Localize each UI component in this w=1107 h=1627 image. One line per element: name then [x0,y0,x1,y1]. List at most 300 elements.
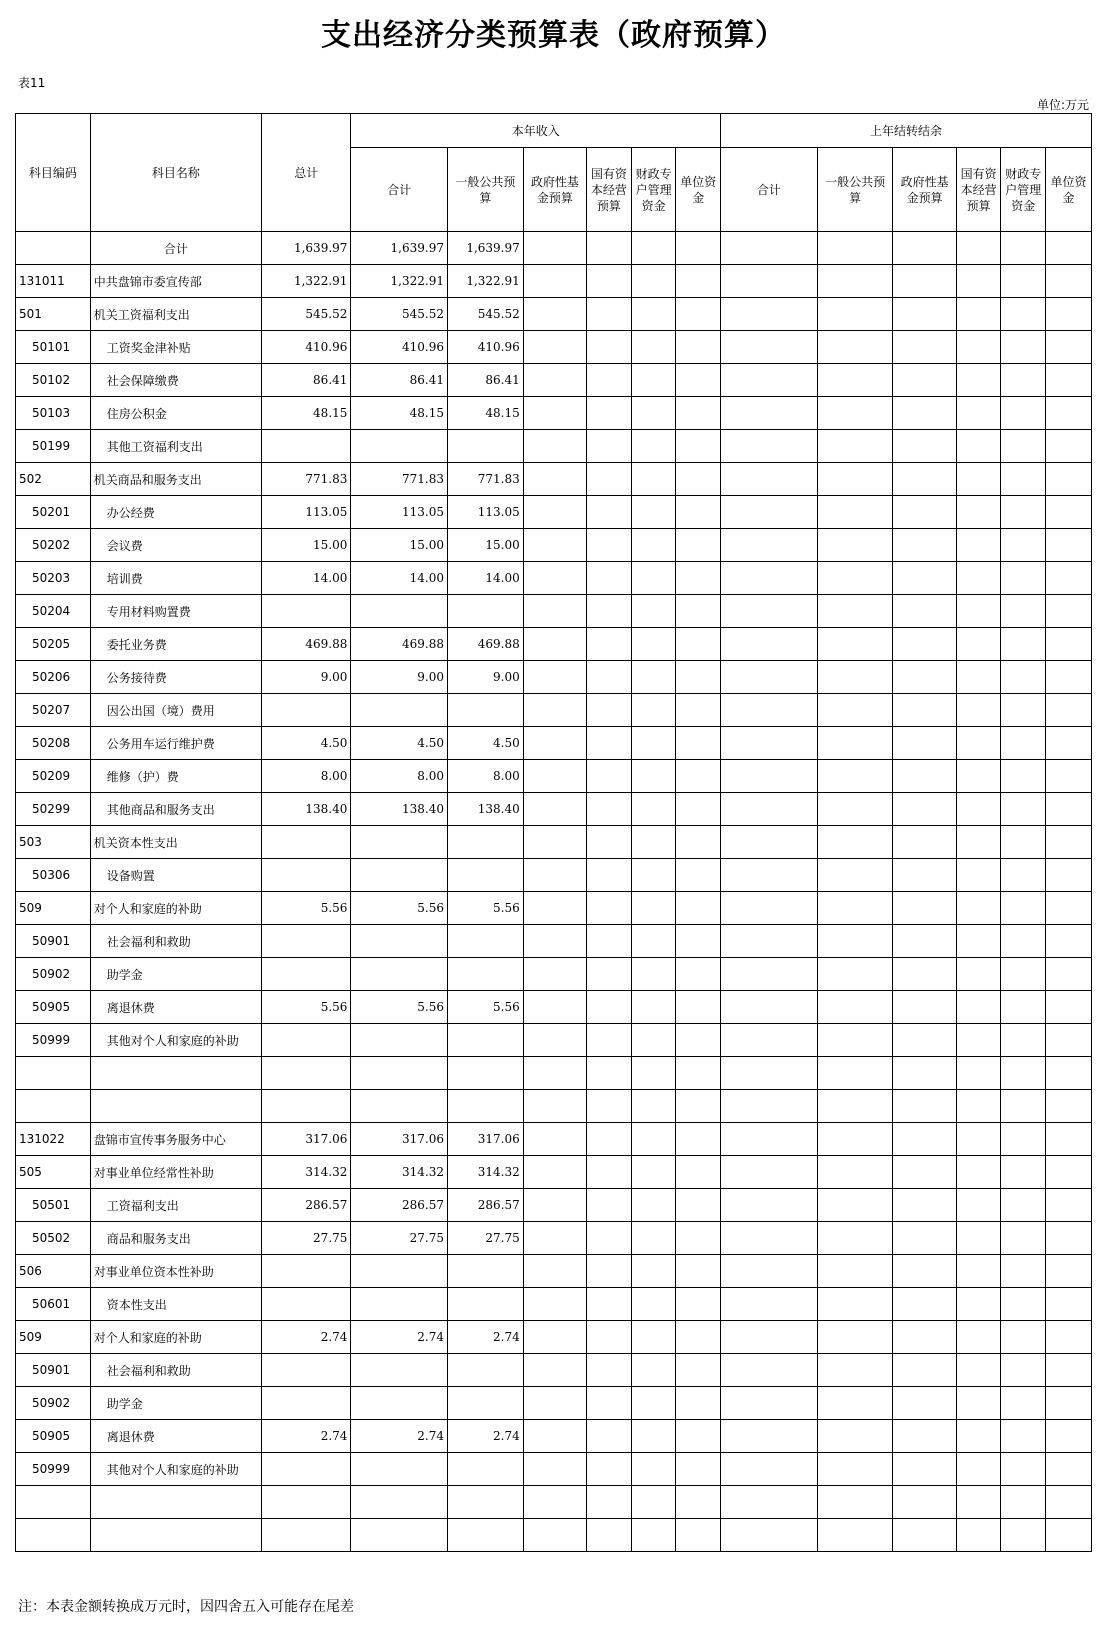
cell-empty [893,1486,956,1519]
cell-empty [587,1354,632,1387]
cell-name: 对事业单位经常性补助 [90,1156,261,1189]
cell-name [90,1090,261,1123]
cell-name: 其他工资福利支出 [90,430,261,463]
cell-empty [676,1354,721,1387]
cell-code: 50205 [16,628,91,661]
cell-code: 50209 [16,760,91,793]
cell-cy-total [351,430,448,463]
cell-empty [1046,562,1092,595]
cell-empty [1046,1321,1092,1354]
cell-empty [956,1453,1001,1486]
cell-code: 50299 [16,793,91,826]
cell-empty [1001,463,1046,496]
cell-empty [631,991,676,1024]
cell-empty [721,496,818,529]
cell-cy-general [447,595,523,628]
cell-cy-general [447,925,523,958]
cell-total: 1,639.97 [262,232,351,265]
cell-empty [523,1090,586,1123]
cell-empty [523,364,586,397]
cell-name: 社会福利和救助 [90,925,261,958]
cell-empty [587,1420,632,1453]
cell-total [262,826,351,859]
cell-empty [1046,1486,1092,1519]
cell-empty [523,892,586,925]
cell-empty [523,628,586,661]
cell-empty [893,1156,956,1189]
cell-empty [956,1156,1001,1189]
cell-empty [721,1222,818,1255]
cell-empty [631,232,676,265]
cell-empty [893,529,956,562]
cell-empty [1046,463,1092,496]
cell-empty [1001,1189,1046,1222]
cell-cy-general [447,1255,523,1288]
cell-empty [523,991,586,1024]
cell-empty [587,661,632,694]
cell-empty [676,232,721,265]
cell-empty [631,1156,676,1189]
cell-empty [523,1189,586,1222]
cell-empty [631,1387,676,1420]
cell-empty [893,826,956,859]
cell-empty [721,529,818,562]
cell-empty [676,1255,721,1288]
table-row [16,1090,1092,1123]
cell-empty [893,595,956,628]
header-cy-unit-funds: 单位资金 [676,148,721,232]
cell-empty [587,364,632,397]
cell-empty [817,1156,893,1189]
cell-empty [523,925,586,958]
cell-empty [523,1387,586,1420]
cell-empty [817,1288,893,1321]
cell-empty [1001,1420,1046,1453]
cell-empty [1001,1123,1046,1156]
cell-empty [587,628,632,661]
cell-cy-total: 314.32 [351,1156,448,1189]
cell-empty [631,331,676,364]
cell-cy-general: 410.96 [447,331,523,364]
cell-empty [817,892,893,925]
cell-empty [817,1420,893,1453]
cell-empty [1001,1057,1046,1090]
cell-total: 15.00 [262,529,351,562]
cell-empty [893,694,956,727]
header-py-unit-funds: 单位资金 [1046,148,1092,232]
cell-empty [631,529,676,562]
cell-empty [893,562,956,595]
cell-cy-general: 545.52 [447,298,523,331]
cell-empty [523,958,586,991]
cell-empty [956,793,1001,826]
header-current-year: 本年收入 [351,114,721,148]
cell-cy-total: 2.74 [351,1420,448,1453]
cell-empty [721,430,818,463]
cell-empty [587,595,632,628]
table-row [16,1420,1092,1453]
cell-name: 对事业单位资本性补助 [90,1255,261,1288]
cell-total [262,1090,351,1123]
cell-cy-general: 5.56 [447,991,523,1024]
table-row [16,793,1092,826]
cell-empty [1001,892,1046,925]
cell-total: 2.74 [262,1420,351,1453]
cell-cy-general: 14.00 [447,562,523,595]
cell-empty [956,529,1001,562]
table-row [16,1387,1092,1420]
cell-cy-general [447,430,523,463]
cell-cy-total [351,694,448,727]
cell-empty [587,562,632,595]
cell-total [262,1453,351,1486]
cell-empty [1001,661,1046,694]
cell-empty [631,430,676,463]
cell-empty [523,430,586,463]
cell-name: 机关工资福利支出 [90,298,261,331]
cell-name: 对个人和家庭的补助 [90,892,261,925]
table-row [16,463,1092,496]
footnote: 注：本表金额转换成万元时，因四舍五入可能存在尾差 [18,1599,354,1615]
cell-name: 资本性支出 [90,1288,261,1321]
cell-empty [893,397,956,430]
cell-empty [631,892,676,925]
cell-empty [523,1519,586,1552]
cell-empty [587,1453,632,1486]
cell-cy-total: 48.15 [351,397,448,430]
cell-empty [523,1222,586,1255]
cell-empty [676,1486,721,1519]
cell-empty [817,496,893,529]
cell-empty [1001,727,1046,760]
cell-empty [1001,1024,1046,1057]
cell-empty [631,1090,676,1123]
cell-cy-total: 4.50 [351,727,448,760]
cell-name: 其他对个人和家庭的补助 [90,1453,261,1486]
cell-empty [893,1354,956,1387]
cell-empty [721,991,818,1024]
cell-empty [1001,1519,1046,1552]
cell-empty [956,265,1001,298]
cell-empty [956,826,1001,859]
cell-empty [956,1288,1001,1321]
cell-empty [721,1255,818,1288]
cell-cy-total: 1,639.97 [351,232,448,265]
cell-empty [817,1486,893,1519]
cell-empty [631,1354,676,1387]
cell-code: 131022 [16,1123,91,1156]
cell-empty [893,628,956,661]
cell-total: 113.05 [262,496,351,529]
cell-code: 50902 [16,1387,91,1420]
header-row-top [16,114,1092,148]
cell-empty [721,364,818,397]
cell-cy-general: 9.00 [447,661,523,694]
cell-empty [523,397,586,430]
cell-name: 专用材料购置费 [90,595,261,628]
cell-empty [721,1024,818,1057]
cell-empty [587,958,632,991]
table-row [16,1189,1092,1222]
cell-empty [587,1321,632,1354]
cell-empty [587,727,632,760]
cell-empty [1046,1255,1092,1288]
cell-empty [893,1090,956,1123]
table-row [16,1255,1092,1288]
cell-empty [676,628,721,661]
cell-code: 503 [16,826,91,859]
cell-cy-general: 8.00 [447,760,523,793]
cell-empty [893,1321,956,1354]
cell-name: 合计 [90,232,261,265]
cell-cy-total: 286.57 [351,1189,448,1222]
cell-empty [676,1090,721,1123]
cell-cy-general [447,1024,523,1057]
cell-empty [631,1321,676,1354]
cell-total [262,1519,351,1552]
cell-empty [676,694,721,727]
cell-empty [1046,991,1092,1024]
cell-cy-general [447,1354,523,1387]
cell-cy-general [447,958,523,991]
cell-empty [817,760,893,793]
cell-total: 771.83 [262,463,351,496]
cell-empty [956,562,1001,595]
cell-empty [1046,364,1092,397]
cell-code: 50901 [16,925,91,958]
cell-name: 其他商品和服务支出 [90,793,261,826]
cell-empty [631,397,676,430]
cell-empty [631,1288,676,1321]
cell-empty [1001,232,1046,265]
cell-name [90,1057,261,1090]
cell-code: 50207 [16,694,91,727]
cell-total [262,859,351,892]
cell-empty [1001,826,1046,859]
cell-empty [1046,859,1092,892]
cell-empty [631,1519,676,1552]
cell-code: 50902 [16,958,91,991]
cell-cy-total [351,1024,448,1057]
cell-empty [893,463,956,496]
cell-cy-total: 113.05 [351,496,448,529]
cell-empty [817,1090,893,1123]
cell-empty [817,562,893,595]
cell-empty [893,1288,956,1321]
cell-empty [956,463,1001,496]
cell-cy-general: 1,322.91 [447,265,523,298]
cell-cy-total [351,1090,448,1123]
cell-empty [1046,958,1092,991]
cell-empty [523,760,586,793]
cell-empty [631,694,676,727]
cell-empty [893,892,956,925]
cell-empty [893,1453,956,1486]
table-row [16,1222,1092,1255]
cell-name: 公务用车运行维护费 [90,727,261,760]
cell-code: 50101 [16,331,91,364]
cell-cy-general: 86.41 [447,364,523,397]
cell-cy-general [447,694,523,727]
cell-empty [523,298,586,331]
cell-cy-general: 2.74 [447,1420,523,1453]
cell-empty [721,958,818,991]
cell-code: 50502 [16,1222,91,1255]
cell-empty [721,661,818,694]
cell-empty [676,496,721,529]
table-row [16,1156,1092,1189]
table-row [16,331,1092,364]
cell-empty [721,1387,818,1420]
cell-empty [893,991,956,1024]
cell-empty [893,1387,956,1420]
cell-empty [956,991,1001,1024]
cell-empty [676,463,721,496]
cell-empty [676,1288,721,1321]
header-py-fund: 政府性基金预算 [893,148,956,232]
cell-empty [523,694,586,727]
cell-empty [587,1486,632,1519]
cell-empty [631,1420,676,1453]
cell-empty [1046,1123,1092,1156]
cell-empty [817,232,893,265]
cell-name: 培训费 [90,562,261,595]
cell-cy-total: 1,322.91 [351,265,448,298]
cell-empty [1046,1387,1092,1420]
cell-empty [956,1387,1001,1420]
table-row [16,1123,1092,1156]
cell-total: 2.74 [262,1321,351,1354]
cell-total: 8.00 [262,760,351,793]
cell-code: 501 [16,298,91,331]
cell-empty [893,1189,956,1222]
cell-code [16,1057,91,1090]
cell-cy-total [351,1387,448,1420]
cell-empty [523,1024,586,1057]
cell-code: 50306 [16,859,91,892]
table-row [16,1321,1092,1354]
cell-empty [1046,1354,1092,1387]
cell-empty [721,1486,818,1519]
cell-empty [817,727,893,760]
cell-empty [956,298,1001,331]
cell-empty [956,1420,1001,1453]
cell-empty [956,1255,1001,1288]
header-cy-general: 一般公共预算 [447,148,523,232]
cell-empty [721,727,818,760]
cell-empty [1046,1024,1092,1057]
cell-empty [721,1189,818,1222]
cell-total [262,1288,351,1321]
cell-code: 50901 [16,1354,91,1387]
cell-empty [721,760,818,793]
cell-empty [676,1420,721,1453]
cell-empty [1001,1453,1046,1486]
cell-code: 502 [16,463,91,496]
cell-total [262,1354,351,1387]
cell-cy-general: 113.05 [447,496,523,529]
header-py-special-account: 财政专户管理资金 [1001,148,1046,232]
cell-empty [1046,1090,1092,1123]
cell-empty [1001,991,1046,1024]
cell-empty [523,529,586,562]
cell-cy-general [447,1453,523,1486]
cell-total: 410.96 [262,331,351,364]
cell-empty [1001,265,1046,298]
cell-cy-general: 5.56 [447,892,523,925]
cell-empty [587,925,632,958]
cell-empty [956,1123,1001,1156]
cell-empty [956,958,1001,991]
cell-name: 商品和服务支出 [90,1222,261,1255]
table-row [16,958,1092,991]
cell-empty [1046,331,1092,364]
cell-cy-general: 771.83 [447,463,523,496]
cell-empty [587,430,632,463]
cell-empty [676,1453,721,1486]
cell-empty [676,925,721,958]
cell-cy-total: 545.52 [351,298,448,331]
cell-empty [956,628,1001,661]
header-cy-special-account: 财政专户管理资金 [631,148,676,232]
cell-empty [523,562,586,595]
cell-empty [1001,298,1046,331]
cell-total: 4.50 [262,727,351,760]
cell-code: 50103 [16,397,91,430]
cell-name: 因公出国（境）费用 [90,694,261,727]
cell-empty [817,1057,893,1090]
cell-empty [1001,1222,1046,1255]
table-row [16,298,1092,331]
cell-empty [817,793,893,826]
cell-cy-general [447,1486,523,1519]
cell-empty [676,397,721,430]
cell-empty [676,1321,721,1354]
cell-name [90,1519,261,1552]
cell-empty [893,1024,956,1057]
cell-cy-total: 317.06 [351,1123,448,1156]
cell-cy-total: 86.41 [351,364,448,397]
cell-empty [676,1123,721,1156]
cell-cy-general: 27.75 [447,1222,523,1255]
cell-empty [523,463,586,496]
cell-empty [893,232,956,265]
table-row [16,232,1092,265]
cell-empty [1001,1090,1046,1123]
table-row [16,1519,1092,1552]
cell-empty [1046,397,1092,430]
cell-empty [676,826,721,859]
cell-empty [631,1255,676,1288]
table-row [16,727,1092,760]
cell-empty [956,1189,1001,1222]
cell-empty [587,1123,632,1156]
cell-empty [587,529,632,562]
table-row [16,562,1092,595]
table-row [16,364,1092,397]
cell-empty [721,793,818,826]
header-cy-fund: 政府性基金预算 [523,148,586,232]
cell-empty [523,1486,586,1519]
cell-code: 50999 [16,1453,91,1486]
cell-cy-general: 138.40 [447,793,523,826]
cell-empty [1001,1321,1046,1354]
cell-empty [721,1354,818,1387]
cell-empty [1001,958,1046,991]
cell-name: 公务接待费 [90,661,261,694]
cell-total: 138.40 [262,793,351,826]
cell-total: 314.32 [262,1156,351,1189]
